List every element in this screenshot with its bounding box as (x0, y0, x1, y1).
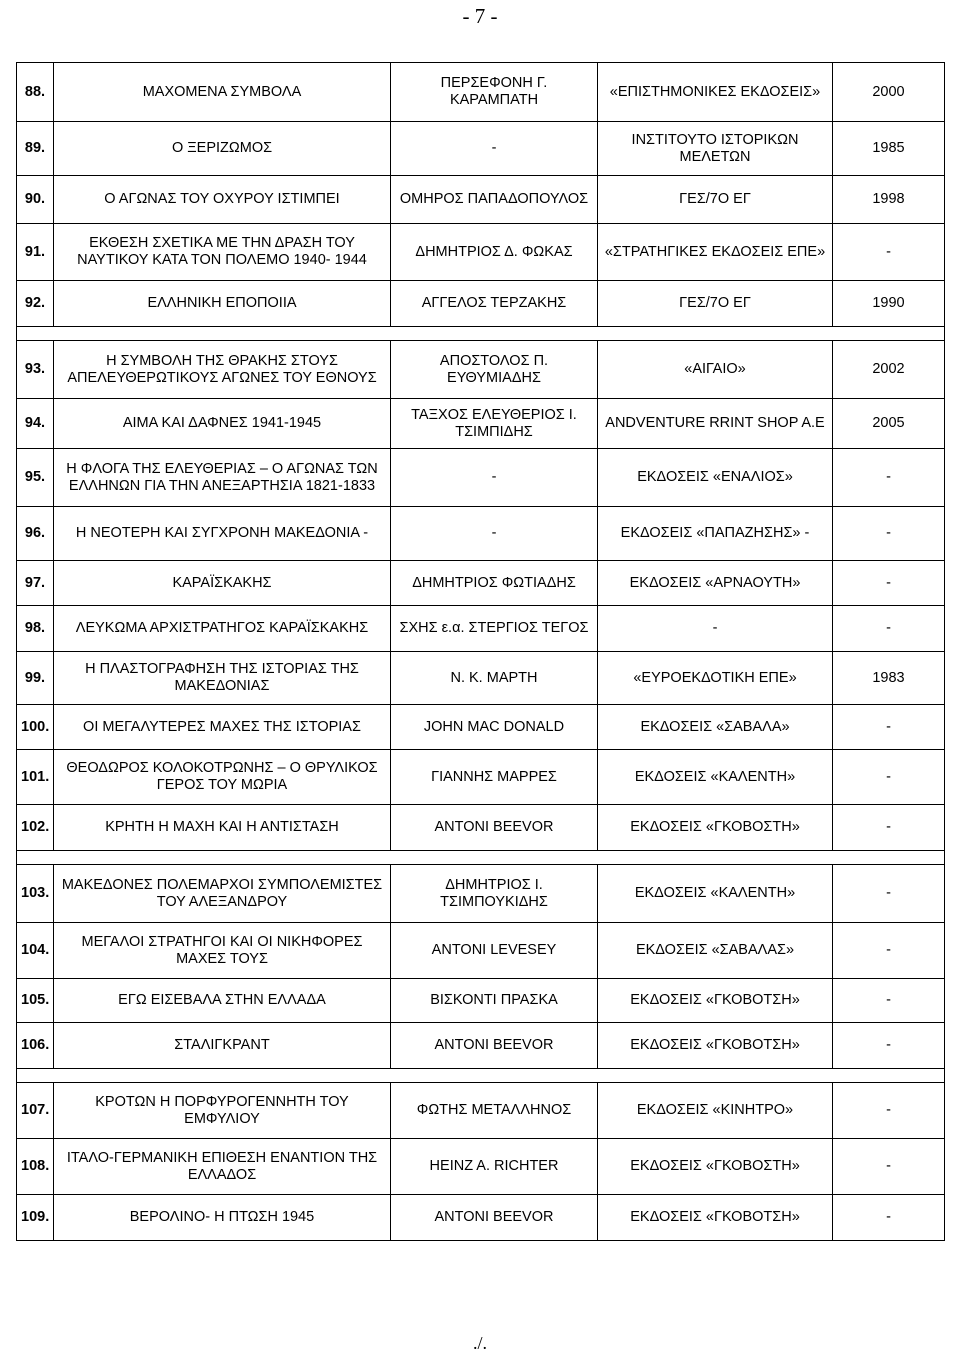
book-author: - (391, 507, 598, 561)
book-publisher: ΕΚΔΟΣΕΙΣ «ΚΑΛΕΝΤΗ» (598, 750, 833, 805)
row-number: 109. (17, 1195, 54, 1241)
book-year: 1998 (833, 176, 945, 224)
book-year: 1985 (833, 122, 945, 176)
table-row (17, 281, 945, 327)
table-row (17, 923, 945, 979)
book-publisher: ANDVENTURE RRINT SHOP A.E (598, 399, 833, 449)
book-author: - (391, 122, 598, 176)
book-author: HEINZ A. RICHTER (391, 1139, 598, 1195)
book-publisher: «ΑΙΓΑΙΟ» (598, 341, 833, 399)
book-publisher: «ΕΠΙΣΤΗΜΟΝΙΚΕΣ ΕΚΔΟΣΕΙΣ» (598, 63, 833, 122)
book-year: 2002 (833, 341, 945, 399)
row-number: 91. (17, 224, 54, 281)
book-year: 2000 (833, 63, 945, 122)
book-title: Ο ΑΓΩΝΑΣ ΤΟΥ ΟΧΥΡΟΥ ΙΣΤΙΜΠΕΙ (54, 176, 391, 224)
row-number: 95. (17, 449, 54, 507)
book-title: ΕΛΛΗΝΙΚΗ ΕΠΟΠΟΙΙΑ (54, 281, 391, 327)
book-year: - (833, 507, 945, 561)
table-row (17, 750, 945, 805)
book-publisher: ΕΚΔΟΣΕΙΣ «ΚΑΛΕΝΤΗ» (598, 865, 833, 923)
page-number: - 7 - (462, 4, 498, 28)
row-number: 102. (17, 805, 54, 851)
row-number: 99. (17, 652, 54, 705)
table-row (17, 507, 945, 561)
book-year: - (833, 606, 945, 652)
table-row (17, 805, 945, 851)
book-title: ΒΕΡΟΛΙΝΟ- Η ΠΤΩΣΗ 1945 (54, 1195, 391, 1241)
book-publisher: ΕΚΔΟΣΕΙΣ «ΣΑΒΑΛΑ» (598, 705, 833, 750)
row-number: 103. (17, 865, 54, 923)
book-publisher: ΓΕΣ/7Ο ΕΓ (598, 281, 833, 327)
table-row (17, 979, 945, 1023)
book-year: - (833, 449, 945, 507)
book-title: ΜΑΧΟΜΕΝΑ ΣΥΜΒΟΛΑ (54, 63, 391, 122)
book-year: - (833, 1139, 945, 1195)
book-year: - (833, 705, 945, 750)
book-title: ΚΡΟΤΩΝ Η ΠΟΡΦΥΡΟΓΕΝΝΗΤΗ ΤΟΥ ΕΜΦΥΛΙΟΥ (54, 1083, 391, 1139)
book-year: - (833, 561, 945, 606)
table-row (17, 1083, 945, 1139)
book-publisher: «ΕΥΡΟΕΚΔΟΤΙΚΗ ΕΠΕ» (598, 652, 833, 705)
table-row (17, 705, 945, 750)
book-author: ΑΝΤΟΝΙ BEEVOR (391, 805, 598, 851)
book-publisher: ΕΚΔΟΣΕΙΣ «ΓΚΟΒΟΣΤΗ» (598, 805, 833, 851)
book-publisher: ΕΚΔΟΣΕΙΣ «ΣΑΒΑΛΑΣ» (598, 923, 833, 979)
table-row (17, 1139, 945, 1195)
row-number: 89. (17, 122, 54, 176)
book-author: ΓΙΑΝΝΗΣ ΜΑΡΡΕΣ (391, 750, 598, 805)
book-title: Η ΠΛΑΣΤΟΓΡΑΦΗΣΗ ΤΗΣ ΙΣΤΟΡΙΑΣ ΤΗΣ ΜΑΚΕΔΟΝΙΑΣ (54, 652, 391, 705)
book-title: ΛΕΥΚΩΜΑ ΑΡΧΙΣΤΡΑΤΗΓΟΣ ΚΑΡΑΪΣΚΑΚΗΣ (54, 606, 391, 652)
book-author: ΑΝΤΟΝΙ LEVESEY (391, 923, 598, 979)
book-publisher: ΕΚΔΟΣΕΙΣ «ΓΚΟΒΟΣΤΗ» (598, 1139, 833, 1195)
row-number: 93. (17, 341, 54, 399)
book-author: ΔΗΜΗΤΡΙΟΣ Ι. ΤΣΙΜΠΟΥΚΙΔΗΣ (391, 865, 598, 923)
book-publisher: ΕΚΔΟΣΕΙΣ «ΓΚΟΒΟΤΣΗ» (598, 979, 833, 1023)
book-title: Η ΣΥΜΒΟΛΗ ΤΗΣ ΘΡΑΚΗΣ ΣΤΟΥΣ ΑΠΕΛΕΥΘΕΡΩΤΙΚΟΥΣ ΑΓΩΝΕΣ ΤΟΥ ΕΘΝΟΥΣ (54, 341, 391, 399)
books-table (16, 62, 945, 1241)
page-footer: ./. (472, 1333, 487, 1353)
table-row (17, 606, 945, 652)
book-year: - (833, 750, 945, 805)
book-author: ΑΠΟΣΤΟΛΟΣ Π. ΕΥΘΥΜΙΑΔΗΣ (391, 341, 598, 399)
book-title: ΚΑΡΑΪΣΚΑΚΗΣ (54, 561, 391, 606)
row-number: 88. (17, 63, 54, 122)
book-author: ΑΓΓΕΛΟΣ ΤΕΡΖΑΚΗΣ (391, 281, 598, 327)
book-title: ΜΕΓΑΛΟΙ ΣΤΡΑΤΗΓΟΙ ΚΑΙ ΟΙ ΝΙΚΗΦΟΡΕΣ ΜΑΧΕΣ ΤΟΥΣ (54, 923, 391, 979)
book-title: ΚΡΗΤΗ Η ΜΑΧΗ ΚΑΙ Η ΑΝΤΙΣΤΑΣΗ (54, 805, 391, 851)
book-year: 1990 (833, 281, 945, 327)
book-author: ΟΜΗΡΟΣ ΠΑΠΑΔΟΠΟΥΛΟΣ (391, 176, 598, 224)
table-row (17, 224, 945, 281)
row-number: 104. (17, 923, 54, 979)
book-author: - (391, 449, 598, 507)
book-year: 2005 (833, 399, 945, 449)
row-separator (17, 851, 945, 865)
table-row (17, 1023, 945, 1069)
row-separator (17, 327, 945, 341)
book-title: Ο ΞΕΡΙΖΩΜΟΣ (54, 122, 391, 176)
row-number: 106. (17, 1023, 54, 1069)
book-title: Η ΦΛΟΓΑ ΤΗΣ ΕΛΕΥΘΕΡΙΑΣ – Ο ΑΓΩΝΑΣ ΤΩΝ ΕΛΛΗΝΩΝ ΓΙΑ ΤΗΝ ΑΝΕΞΑΡΤΗΣΙΑ 1821-1833 (54, 449, 391, 507)
book-year: - (833, 224, 945, 281)
book-publisher: ΕΚΔΟΣΕΙΣ «ΚΙΝΗΤΡΟ» (598, 1083, 833, 1139)
book-author: ΣΧΗΣ ε.α. ΣΤΕΡΓΙΟΣ ΤΕΓΟΣ (391, 606, 598, 652)
book-author: ΑΝΤΟΝΙ BEEVOR (391, 1023, 598, 1069)
table-row (17, 449, 945, 507)
row-number: 97. (17, 561, 54, 606)
book-year: - (833, 1083, 945, 1139)
row-number: 92. (17, 281, 54, 327)
row-number: 101. (17, 750, 54, 805)
book-year: - (833, 979, 945, 1023)
book-title: ΑΙΜΑ ΚΑΙ ΔΑΦΝΕΣ 1941-1945 (54, 399, 391, 449)
book-publisher: ΕΚΔΟΣΕΙΣ «ΠΑΠΑΖΗΣΗΣ» - (598, 507, 833, 561)
book-author: ΦΩΤΗΣ ΜΕΤΑΛΛΗΝΟΣ (391, 1083, 598, 1139)
book-publisher: ΓΕΣ/7Ο ΕΓ (598, 176, 833, 224)
book-publisher: - (598, 606, 833, 652)
book-title: Η ΝΕΟΤΕΡΗ ΚΑΙ ΣΥΓΧΡΟΝΗ ΜΑΚΕΔΟΝΙΑ - (54, 507, 391, 561)
book-year: 1983 (833, 652, 945, 705)
book-title: ΕΚΘΕΣΗ ΣΧΕΤΙΚΑ ΜΕ ΤΗΝ ΔΡΑΣΗ ΤΟΥ ΝΑΥΤΙΚΟΥ ΚΑΤΑ ΤΟΝ ΠΟΛΕΜΟ 1940- 1944 (54, 224, 391, 281)
table-row (17, 341, 945, 399)
book-title: ΟΙ ΜΕΓΑΛΥΤΕΡΕΣ ΜΑΧΕΣ ΤΗΣ ΙΣΤΟΡΙΑΣ (54, 705, 391, 750)
book-publisher: «ΣΤΡΑΤΗΓΙΚΕΣ ΕΚΔΟΣΕΙΣ ΕΠΕ» (598, 224, 833, 281)
table-row (17, 1195, 945, 1241)
book-publisher: ΕΚΔΟΣΕΙΣ «ΓΚΟΒΟΤΣΗ» (598, 1023, 833, 1069)
book-year: - (833, 923, 945, 979)
book-publisher: ΕΚΔΟΣΕΙΣ «ΑΡΝΑΟΥΤΗ» (598, 561, 833, 606)
book-year: - (833, 1023, 945, 1069)
book-author: JOHN MAC DONALD (391, 705, 598, 750)
table-row (17, 399, 945, 449)
book-title: ΙΤΑΛΟ-ΓΕΡΜΑΝΙΚΗ ΕΠΙΘΕΣΗ ΕΝΑΝΤΙΟΝ ΤΗΣ ΕΛΛΑΔΟΣ (54, 1139, 391, 1195)
book-author: Ν. Κ. ΜΑΡΤΗ (391, 652, 598, 705)
book-title: ΣΤΑΛΙΓΚΡΑΝΤ (54, 1023, 391, 1069)
book-year: - (833, 865, 945, 923)
book-author: ΔΗΜΗΤΡΙΟΣ Δ. ΦΩΚΑΣ (391, 224, 598, 281)
book-author: ΒΙΣΚΟΝΤΙ ΠΡΑΣΚΑ (391, 979, 598, 1023)
book-publisher: ΕΚΔΟΣΕΙΣ «ΕΝΑΛΙΟΣ» (598, 449, 833, 507)
row-separator (17, 1069, 945, 1083)
table-row (17, 865, 945, 923)
row-number: 98. (17, 606, 54, 652)
row-number: 96. (17, 507, 54, 561)
row-number: 108. (17, 1139, 54, 1195)
book-title: ΕΓΩ ΕΙΣΕΒΑΛΑ ΣΤΗΝ ΕΛΛΑΔΑ (54, 979, 391, 1023)
table-row (17, 63, 945, 122)
row-number: 100. (17, 705, 54, 750)
book-publisher: ΕΚΔΟΣΕΙΣ «ΓΚΟΒΟΤΣΗ» (598, 1195, 833, 1241)
book-title: ΜΑΚΕΔΟΝΕΣ ΠΟΛΕΜΑΡΧΟΙ ΣΥΜΠΟΛΕΜΙΣΤΕΣ ΤΟΥ ΑΛΕΞΑΝΔΡΟΥ (54, 865, 391, 923)
book-author: ΠΕΡΣΕΦΟΝΗ Γ. ΚΑΡΑΜΠΑΤΗ (391, 63, 598, 122)
book-year: - (833, 1195, 945, 1241)
row-number: 107. (17, 1083, 54, 1139)
table-row (17, 122, 945, 176)
book-author: ΔΗΜΗΤΡΙΟΣ ΦΩΤΙΑΔΗΣ (391, 561, 598, 606)
table-row (17, 561, 945, 606)
book-publisher: ΙΝΣΤΙΤΟΥΤΟ ΙΣΤΟΡΙΚΩΝ ΜΕΛΕΤΩΝ (598, 122, 833, 176)
book-author: ΤΑΞΧΟΣ ΕΛΕΥΘΕΡΙΟΣ Ι. ΤΣΙΜΠΙΔΗΣ (391, 399, 598, 449)
book-title: ΘΕΟΔΩΡΟΣ ΚΟΛΟΚΟΤΡΩΝΗΣ – Ο ΘΡΥΛΙΚΟΣ ΓΕΡΟΣ ΤΟΥ ΜΩΡΙΑ (54, 750, 391, 805)
row-number: 90. (17, 176, 54, 224)
row-number: 105. (17, 979, 54, 1023)
book-author: ΑΝΤΟΝΙ BEEVOR (391, 1195, 598, 1241)
book-year: - (833, 805, 945, 851)
table-row (17, 652, 945, 705)
row-number: 94. (17, 399, 54, 449)
table-row (17, 176, 945, 224)
